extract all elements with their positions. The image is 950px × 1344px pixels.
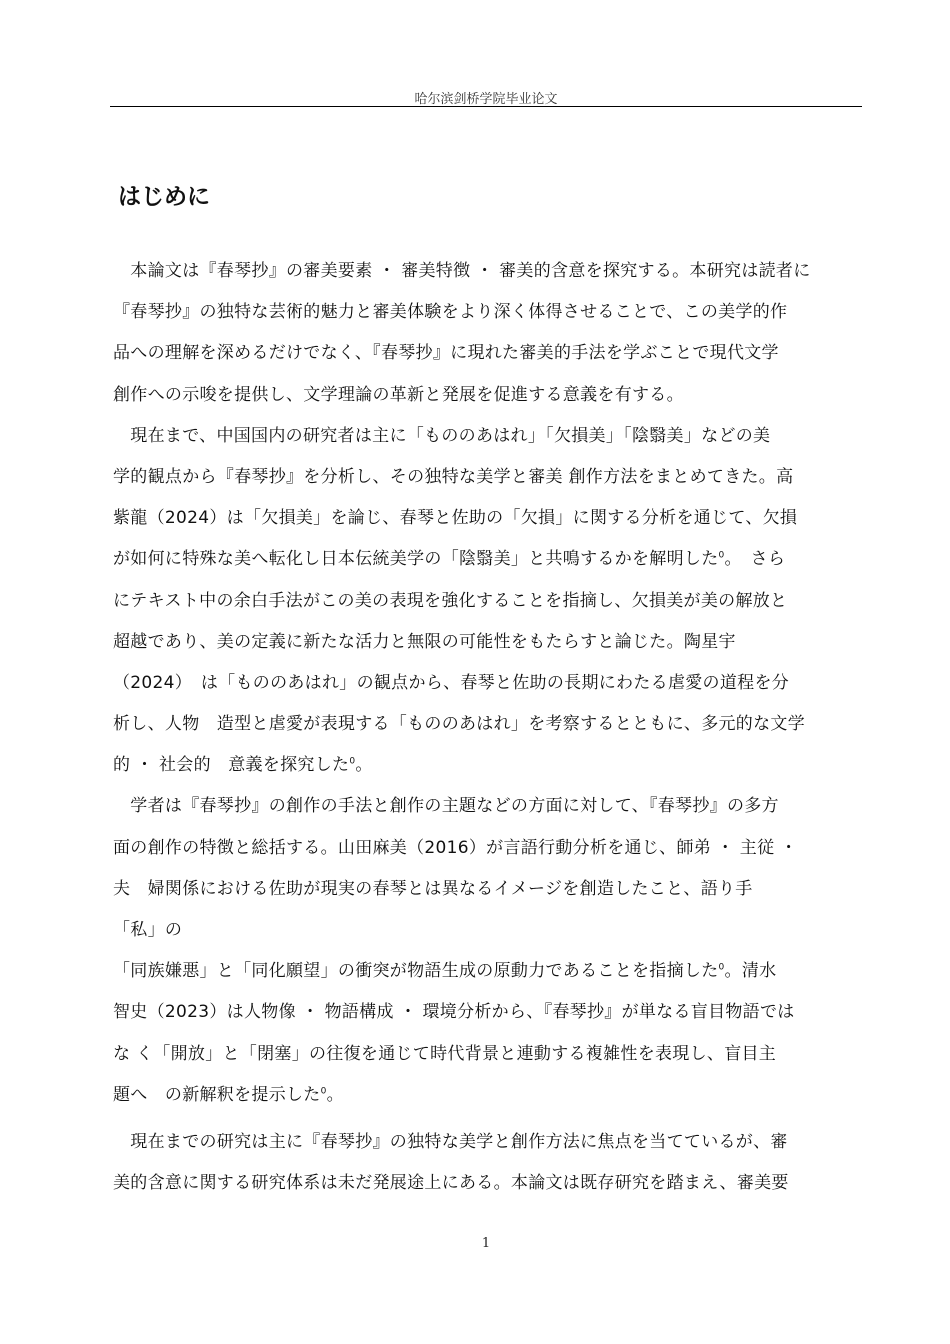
paragraph-3-line-8-text: 題へ の新解釈を提示した <box>113 1084 321 1105</box>
paragraph-3-line-7: な く「開放」と「閉塞」の往復を通じて時代背景と連動する複雑性を表現し、盲目主 <box>113 1043 777 1064</box>
page-number: 1 <box>481 1236 491 1251</box>
paragraph-2-line-9-tail: 。 <box>355 755 373 776</box>
paragraph-3-line-3: 夫 婦関係における佐助が現実の春琴とは異なるイメージを創造したこと、語り手 <box>113 878 753 899</box>
paragraph-2-line-6: 超越であり、美の定義に新たな活力と無限の可能性をもたらすと論じた。陶星宇 <box>113 631 736 652</box>
paragraph-2-line-4-tail: 。 さら <box>724 549 786 570</box>
paragraph-2-line-4-text: が如何に特殊な美へ転化し日本伝統美学の「陰翳美」と共鳴するかを解明した <box>113 549 719 570</box>
paragraph-1-line-1: 本論文は『春琴抄』の審美要素 ・ 審美特徴 ・ 審美的含意を探究する。本研究は読者に <box>113 261 811 281</box>
paragraph-3-line-1: 学者は『春琴抄』の創作の手法と創作の主題などの方面に対して、『春琴抄』の多方 <box>113 796 779 817</box>
header-rule <box>110 106 862 107</box>
footnote-marker: 0 <box>718 962 725 973</box>
paragraph-2-line-9 <box>113 751 865 792</box>
footnote-marker: 0 <box>320 1086 327 1097</box>
running-header: 哈尔滨剑桥学院毕业论文 <box>414 92 558 107</box>
paragraph-2-line-4 <box>113 545 865 586</box>
paragraph-4-line-1: 現在までの研究は主に『春琴抄』の独特な美学と創作方法に焦点を当てているが、審 <box>113 1131 788 1152</box>
paragraph-2-line-8: 析し、人物 造型と虐愛が表現する「もののあはれ」を考察するとともに、多元的な文学 <box>113 714 805 735</box>
paragraph-2-line-9-text: 的 ・ 社会的 意義を探究した <box>113 755 350 776</box>
paragraph-3-line-5-text: 「同族嫌悪」と「同化願望」の衝突が物語生成の原動力であることを指摘した <box>113 961 719 982</box>
paragraph-2-line-7: （2024） は「もののあはれ」の観点から、春琴と佐助の長期にわたる虐愛の道程を分 <box>113 672 790 693</box>
section-heading: はじめに <box>118 184 210 210</box>
paragraph-1-line-2: 『春琴抄』の独特な芸術的魅力と審美体験をより深く体得させることで、この美学的作 <box>113 302 788 323</box>
paragraph-3-line-2: 面の創作の特徴と総括する。山田麻美（2016）が言語行動分析を通じ、師弟 ・ 主従 ・ <box>113 837 798 858</box>
paragraph-3-line-6: 智史（2023）は人物像 ・ 物語構成 ・ 環境分析から、『春琴抄』が単なる盲目物語では <box>113 1002 795 1023</box>
paragraph-4-line-2: 美的含意に関する研究体系は未だ発展途上にある。本論文は既存研究を踏まえ、審美要 <box>113 1173 789 1194</box>
paragraph-3-line-8 <box>113 1081 865 1122</box>
paragraph-3-line-4: 「私」の <box>113 920 183 940</box>
footnote-marker: 0 <box>349 756 356 767</box>
paragraph-2-line-3: 紫龍（2024）は「欠損美」を論じ、春琴と佐助の「欠損」に関する分析を通じて、欠損 <box>113 508 798 529</box>
paragraph-3-line-5 <box>113 957 865 998</box>
paragraph-2-line-1: 現在まで、中国国内の研究者は主に「もののあはれ」「欠損美」「陰翳美」などの美 <box>113 425 771 446</box>
paragraph-2-line-5: にテキスト中の余白手法がこの美の表現を強化することを指摘し、欠損美が美の解放と <box>113 590 788 611</box>
paragraph-3-line-8-tail: 。 <box>326 1084 344 1105</box>
paragraph-3-line-5-tail: 。清水 <box>724 961 777 982</box>
paragraph-1-line-3: 品への理解を深めるだけでなく、『春琴抄』に現れた審美的手法を学ぶことで現代文学 <box>113 343 779 364</box>
body-text <box>113 257 865 1210</box>
footnote-marker: 0 <box>718 550 725 561</box>
paragraph-1-line-4: 創作への示唆を提供し、文学理論の革新と発展を促進する意義を有する。 <box>113 384 684 405</box>
paragraph-2-line-2: 学的観点から『春琴抄』を分析し、その独特な美学と審美 創作方法をまとめてきた。高 <box>113 466 794 487</box>
